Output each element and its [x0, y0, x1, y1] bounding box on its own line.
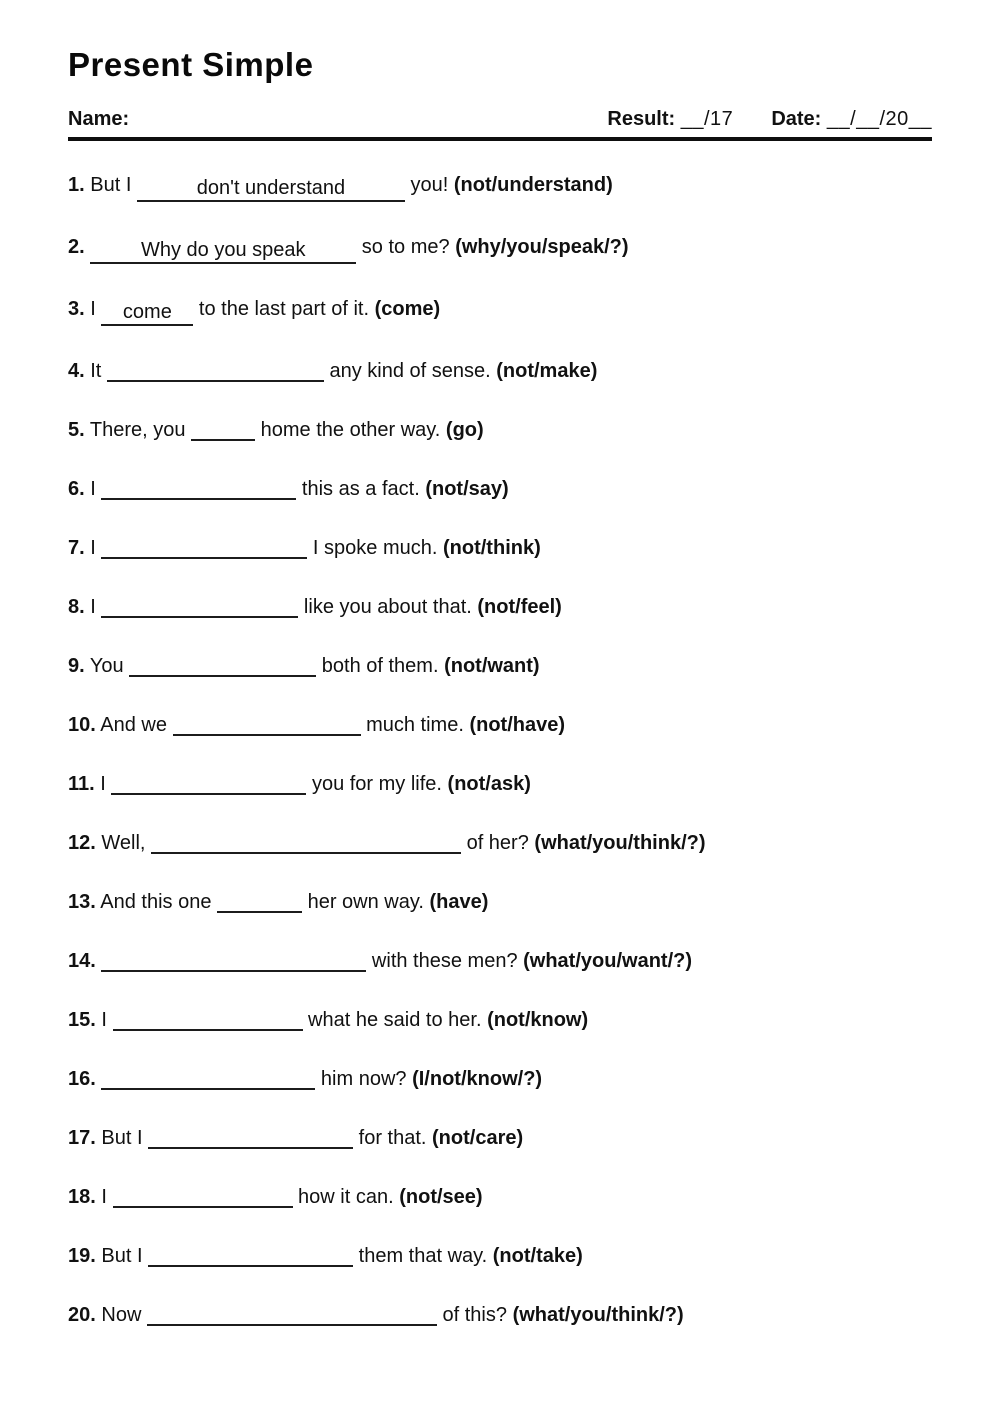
verb-hint: (go): [445, 419, 484, 441]
question-post-text: any kind of sense.: [323, 360, 497, 382]
verb-hint: (I/not/know/?): [412, 1068, 543, 1090]
question-number: 6.: [68, 478, 85, 500]
question-row: [68, 652, 932, 680]
question-number: 16.: [68, 1068, 96, 1090]
question-row: [68, 711, 932, 739]
verb-hint: (not/see): [399, 1186, 483, 1208]
question-post-text: how it can.: [292, 1186, 400, 1208]
answer-text: Why do you speak: [140, 239, 306, 261]
question-number: 7.: [68, 537, 85, 559]
verb-hint: (come): [374, 298, 441, 320]
question-number: 13.: [68, 891, 96, 913]
question-number: 20.: [68, 1304, 96, 1326]
answer-blank: [173, 712, 361, 736]
answer-blank: [101, 535, 307, 559]
question-pre-text: I: [90, 596, 102, 618]
question-pre-text: I: [100, 773, 112, 795]
answer-blank: [137, 178, 405, 202]
header-divider: [68, 137, 932, 141]
question-row: [68, 1301, 932, 1329]
question-row: [68, 1242, 932, 1270]
question-pre-text: But I: [101, 1127, 149, 1149]
question-pre-text: There, you: [89, 419, 192, 441]
question-number: 18.: [68, 1186, 96, 1208]
answer-blank: [151, 830, 461, 854]
name-field: [68, 107, 129, 131]
question-post-text: them that way.: [353, 1245, 493, 1267]
verb-hint: (what/you/want/?): [523, 950, 693, 972]
question-row: [68, 947, 932, 975]
answer-blank: [101, 948, 366, 972]
question-row: [68, 1065, 932, 1093]
result-label: Result:: [607, 108, 676, 130]
question-number: 12.: [68, 832, 96, 854]
verb-hint: (not/take): [492, 1245, 583, 1267]
worksheet-meta-row: [68, 107, 932, 131]
question-row: [68, 829, 932, 857]
question-post-text: you for my life.: [306, 773, 448, 795]
question-post-text: of this?: [436, 1304, 513, 1326]
question-list: [68, 171, 932, 1329]
question-pre-text: It: [90, 360, 107, 382]
question-number: 5.: [68, 419, 85, 441]
date-value: __/__/20__: [826, 108, 932, 130]
verb-hint: (not/understand): [453, 174, 613, 196]
answer-blank: [101, 594, 298, 618]
verb-hint: (not/make): [496, 360, 598, 382]
question-number: 2.: [68, 236, 85, 258]
question-post-text: for that.: [353, 1127, 433, 1149]
question-number: 9.: [68, 655, 85, 677]
question-number: 17.: [68, 1127, 96, 1149]
answer-blank: [107, 358, 324, 382]
meta-right-group: [607, 107, 932, 131]
question-row: [68, 233, 932, 264]
question-post-text: what he said to her.: [302, 1009, 488, 1031]
answer-blank: [148, 1243, 353, 1267]
question-pre-text: I: [90, 298, 102, 320]
verb-hint: (not/think): [443, 537, 541, 559]
answer-blank: [217, 889, 302, 913]
answer-text: don't understand: [196, 177, 346, 199]
question-row: [68, 888, 932, 916]
question-pre-text: But I: [90, 174, 137, 196]
date-field: [771, 107, 932, 131]
question-post-text: I spoke much.: [307, 537, 443, 559]
question-post-text: this as a fact.: [296, 478, 426, 500]
answer-blank: [101, 1066, 315, 1090]
question-number: 1.: [68, 174, 85, 196]
answer-blank: [101, 476, 296, 500]
question-post-text: so to me?: [356, 236, 456, 258]
question-row: [68, 1124, 932, 1152]
verb-hint: (not/ask): [447, 773, 531, 795]
question-row: [68, 295, 932, 326]
question-row: [68, 171, 932, 202]
answer-text: come: [122, 301, 172, 323]
question-post-text: like you about that.: [298, 596, 478, 618]
question-number: 11.: [68, 773, 95, 795]
question-pre-text: Well,: [101, 832, 152, 854]
name-label: Name:: [68, 108, 130, 130]
question-number: 4.: [68, 360, 85, 382]
verb-hint: (what/you/think/?): [534, 832, 706, 854]
question-row: [68, 593, 932, 621]
question-row: [68, 1006, 932, 1034]
question-row: [68, 357, 932, 385]
verb-hint: (why/you/speak/?): [455, 236, 629, 258]
question-post-text: both of them.: [316, 655, 445, 677]
question-number: 14.: [68, 950, 96, 972]
verb-hint: (not/have): [469, 714, 566, 736]
question-pre-text: You: [89, 655, 130, 677]
date-label: Date:: [771, 108, 822, 130]
answer-blank: [111, 771, 306, 795]
result-field: [607, 107, 733, 131]
result-value: __/17: [680, 108, 734, 130]
question-post-text: him now?: [315, 1068, 413, 1090]
verb-hint: (what/you/think/?): [512, 1304, 684, 1326]
question-row: [68, 475, 932, 503]
question-post-text: of her?: [461, 832, 535, 854]
answer-blank: [148, 1125, 353, 1149]
question-row: [68, 770, 932, 798]
question-pre-text: And this one: [100, 891, 218, 913]
question-row: [68, 1183, 932, 1211]
question-number: 15.: [68, 1009, 96, 1031]
verb-hint: (not/say): [425, 478, 509, 500]
question-number: 3.: [68, 298, 85, 320]
answer-blank: [113, 1007, 303, 1031]
verb-hint: (not/care): [432, 1127, 524, 1149]
question-pre-text: But I: [101, 1245, 149, 1267]
answer-blank: [147, 1302, 437, 1326]
question-post-text: home the other way.: [255, 419, 446, 441]
question-number: 10.: [68, 714, 96, 736]
question-pre-text: I: [90, 537, 102, 559]
question-pre-text: I: [101, 1009, 113, 1031]
question-row: [68, 534, 932, 562]
question-row: [68, 416, 932, 444]
answer-blank: [129, 653, 316, 677]
question-post-text: with these men?: [366, 950, 524, 972]
question-pre-text: Now: [101, 1304, 147, 1326]
question-pre-text: I: [90, 478, 102, 500]
verb-hint: (not/feel): [477, 596, 562, 618]
verb-hint: (have): [429, 891, 489, 913]
question-number: 19.: [68, 1245, 96, 1267]
verb-hint: (not/want): [444, 655, 540, 677]
answer-blank: [113, 1184, 293, 1208]
verb-hint: (not/know): [487, 1009, 589, 1031]
answer-blank: [90, 240, 356, 264]
answer-blank: [101, 302, 193, 326]
question-post-text: you!: [404, 174, 454, 196]
question-pre-text: I: [101, 1186, 113, 1208]
question-post-text: to the last part of it.: [193, 298, 375, 320]
page-title: Present Simple: [68, 46, 314, 83]
answer-blank: [191, 417, 255, 441]
question-number: 8.: [68, 596, 85, 618]
question-pre-text: And we: [100, 714, 173, 736]
question-post-text: much time.: [360, 714, 470, 736]
question-post-text: her own way.: [302, 891, 430, 913]
